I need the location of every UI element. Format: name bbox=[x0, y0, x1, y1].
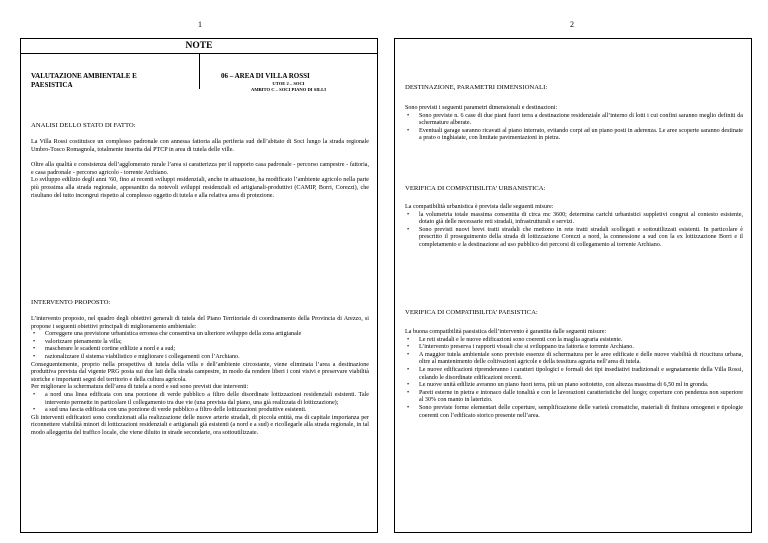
page-number-right: 2 bbox=[570, 20, 574, 29]
list-item: • Le reti stradali e le nuove edificazioni sono coerenti con la maglia agraria esistente. bbox=[405, 337, 743, 345]
page-number-left: 1 bbox=[198, 20, 202, 29]
paragraph: Lo sviluppo edilizio degli anni ’60, fino ai recenti sviluppi residenziali, anche in attuazione, ha modificato l’ambiente agricolo nella parte più prossima alla strada regionale, appesantito da notevoli sviluppi residenziali ed artigianali-produttivi (CAMIP, Borri, Corezzi), che risultano del tutto incongrui rispetto al complesso oggetto di tutela e alla relativa area di protezione. bbox=[31, 177, 369, 199]
list-item: • la volumetria totale massima consentita di circa mc 3600; determina carichi urbanistici suppletivi congrui al contesto esistente, dotato già delle necessarie reti stradali, infrastrutturali e servizi. bbox=[405, 212, 743, 227]
section-title-urbanistica: VERIFICA DI COMPATIBILITA’ URBANISTICA: bbox=[405, 185, 546, 192]
bullet-list bbox=[405, 212, 743, 250]
list-item: • Sono previste n. 6 case di due piani fuori terra a destinazione residenziale all’interno di lotti i cui confini saranno meglio definiti da schermature alberate. bbox=[405, 113, 743, 128]
urbanistica-text bbox=[405, 204, 743, 250]
bullet-list bbox=[405, 337, 743, 421]
bullet-list bbox=[31, 392, 369, 415]
paragraph: La compatibilità urbanistica è prevista dalle seguenti misure: bbox=[405, 204, 554, 210]
page-right bbox=[394, 38, 752, 533]
section-title-analisi: ANALISI DELLO STATO DI FATTO: bbox=[31, 122, 136, 129]
paragraph: Per migliorare la schermatura dell’area di tutela a nord e sud sono previsti due interventi: bbox=[31, 384, 249, 391]
paragraph: Oltre alla qualità e consistenza dell’agglomerato rurale l’area si caratterizza per il rapporto casa padronale - percorso campestre - fattoria, e casa padronale - percorso agricolo - torrente Archiano. bbox=[31, 162, 369, 176]
list-item: • Sono previsti nuovi brevi tratti stradali che mettono in rete tratti stradali scollegati e sottoutilizzati esistenti. In particolare è prescritto il proseguimento della strada di lottizzazione Corezzi a nord, la connessione a sud con la ex lottizzazione Borri e il completamento e la destinazione ad uso pubblico dei percorsi di collegamento al torrente Archiano. bbox=[405, 227, 743, 250]
list-item: • Correggere una previsione urbanistica erronea che consentiva un ulteriore sviluppo della zona artigianale bbox=[31, 331, 369, 339]
list-item: • a nord una linea edificata con una porzione di verde pubblico a filtro delle disordinate lottizzazioni residenziali esistenti. Tale intervento permette in particolare il collegamento tra due vie (una prevista dal piano, una già realizzata di lottizzazione); bbox=[31, 392, 369, 407]
list-item: • valorizzare pienamente la villa; bbox=[31, 339, 369, 347]
paragraph: La buona compatibilità paesistica dell’intervento è garantita dalle seguenti misure: bbox=[405, 329, 607, 335]
list-item: • razionalizzare il sistema viabilistico e migliorare i collegamenti con l’Archiano. bbox=[31, 354, 369, 362]
paragraph: L’intervento proposto, nel quadro degli obiettivi generali di tutela del Piano Territoriale di coordinamento della Provincia di Arezzo, si propone i seguenti obiettivi principali di miglioramento ambientale: bbox=[31, 316, 369, 330]
section-title-paesistica: VERIFICA DI COMPATIBILITA’ PAESISTICA: bbox=[405, 309, 538, 316]
header-sub2: AMBITO C – SOCI PIANO DI SILLI bbox=[251, 86, 326, 92]
paragraph: Conseguentemente, proprio nella prospettiva di tutela della villa e dell’ambiente circostante, viene eliminata l’area a destinazione produttiva prevista dal vigente PRG posta sui due lati della strada campestre, in modo da rendere liberi i coni visivi e preservare viabilità storiche e importanti segni del territorio e della cultura agricola. bbox=[31, 361, 369, 383]
list-item: • Pareti esterne in pietra e intonaco dalle tonalità e con le lavorazioni caratteristiche del luogo; coperture con pendenza non superiore al 30% con manto in laterizio. bbox=[405, 390, 743, 405]
section-title-destinazione: DESTINAZIONE, PARAMETRI DIMENSIONALI: bbox=[405, 84, 548, 91]
paesistica-text bbox=[405, 329, 743, 420]
list-item: • mascherare le scadenti cortine edilizie a nord e a sud; bbox=[31, 346, 369, 354]
analisi-text bbox=[31, 139, 369, 200]
header-sub1: UTOE 2 – SOCI bbox=[272, 81, 305, 86]
list-item: • a sud una fascia edificata con una porzione di verde pubblico a filtro delle lottizzazioni produttive esistenti. bbox=[31, 407, 369, 415]
section-title-intervento: INTERVENTO PROPOSTO: bbox=[31, 299, 111, 306]
paragraph: Gli interventi edificatori sono condizionati alla realizzazione delle nuove arterie stradali, di piccola entità, ma di capitale importanza per riconnettere viabilità minori di lottizzazioni residenziali e artigianali già esistenti (a nord e a sud) e ricollegarle alla strada regionale, in tal modo alleggerita del traffico locale, che viene diluito in strade secondarie, ora sottoutilizzate. bbox=[31, 414, 369, 436]
note-title: NOTE bbox=[21, 39, 377, 54]
intervento-text bbox=[31, 316, 369, 438]
paragraph: La Villa Rossi costituisce un complesso padronale con annessa fattoria alla periferia sud dell’abitato di Soci lungo la strada regionale Umbro-Tosco Romagnola, totalmente inserita dal PTCP in area di tutela delle ville. bbox=[31, 139, 369, 153]
header-sub-right bbox=[221, 81, 356, 92]
paragraph: Sono previsti i seguenti parametri dimensionali e destinazioni: bbox=[405, 105, 558, 111]
list-item: • A maggior tutela ambientale sono previste essenze di schermatura per le aree edificate e delle nuove viabilità di ricucitura urbana, oltre al mantenimento delle coltivazioni agricole e della tessitura agraria nell’area di tutela. bbox=[405, 352, 743, 367]
list-item: • Le nuove unità edilizie avranno un piano fuori terra, più un piano sottotetto, con altezza massima di 6,50 ml in gronda. bbox=[405, 382, 743, 390]
header-title-right: 06 – AREA DI VILLA ROSSI bbox=[221, 72, 310, 80]
destinazione-text bbox=[405, 105, 743, 143]
list-item: • L’intervento preserva i rapporti visuali che si sviluppano tra fattoria e torrente Archiano. bbox=[405, 344, 743, 352]
header-left-line2: PAESISTICA bbox=[31, 80, 73, 89]
header-left-line1: VALUTAZIONE AMBIENTALE E bbox=[31, 72, 137, 80]
bullet-list bbox=[405, 113, 743, 143]
header-title-left bbox=[31, 72, 137, 89]
list-item: • Sono previste forme elementari delle coperture, semplificazione delle varietà cromatiche, materiali di finitura omogenei e tipologie coerenti con l’edificato storico presente nell’area. bbox=[405, 405, 743, 420]
bullet-list bbox=[31, 331, 369, 361]
page-left bbox=[20, 38, 378, 533]
list-item: • Le nuove edificazioni riprenderanno i caratteri tipologici e formali dei tipi insediativi tradizionali e segnatamente della Villa Rossi, celando le disordinate edificazioni recenti. bbox=[405, 367, 743, 382]
list-item: • Eventuali garage saranno ricavati al piano interrato, evitando corpi ad un piano posti in aderenza. Le aree scoperte saranno destinate a prato o inghiaiate, con limitate pavimentazioni in pietra. bbox=[405, 128, 743, 143]
